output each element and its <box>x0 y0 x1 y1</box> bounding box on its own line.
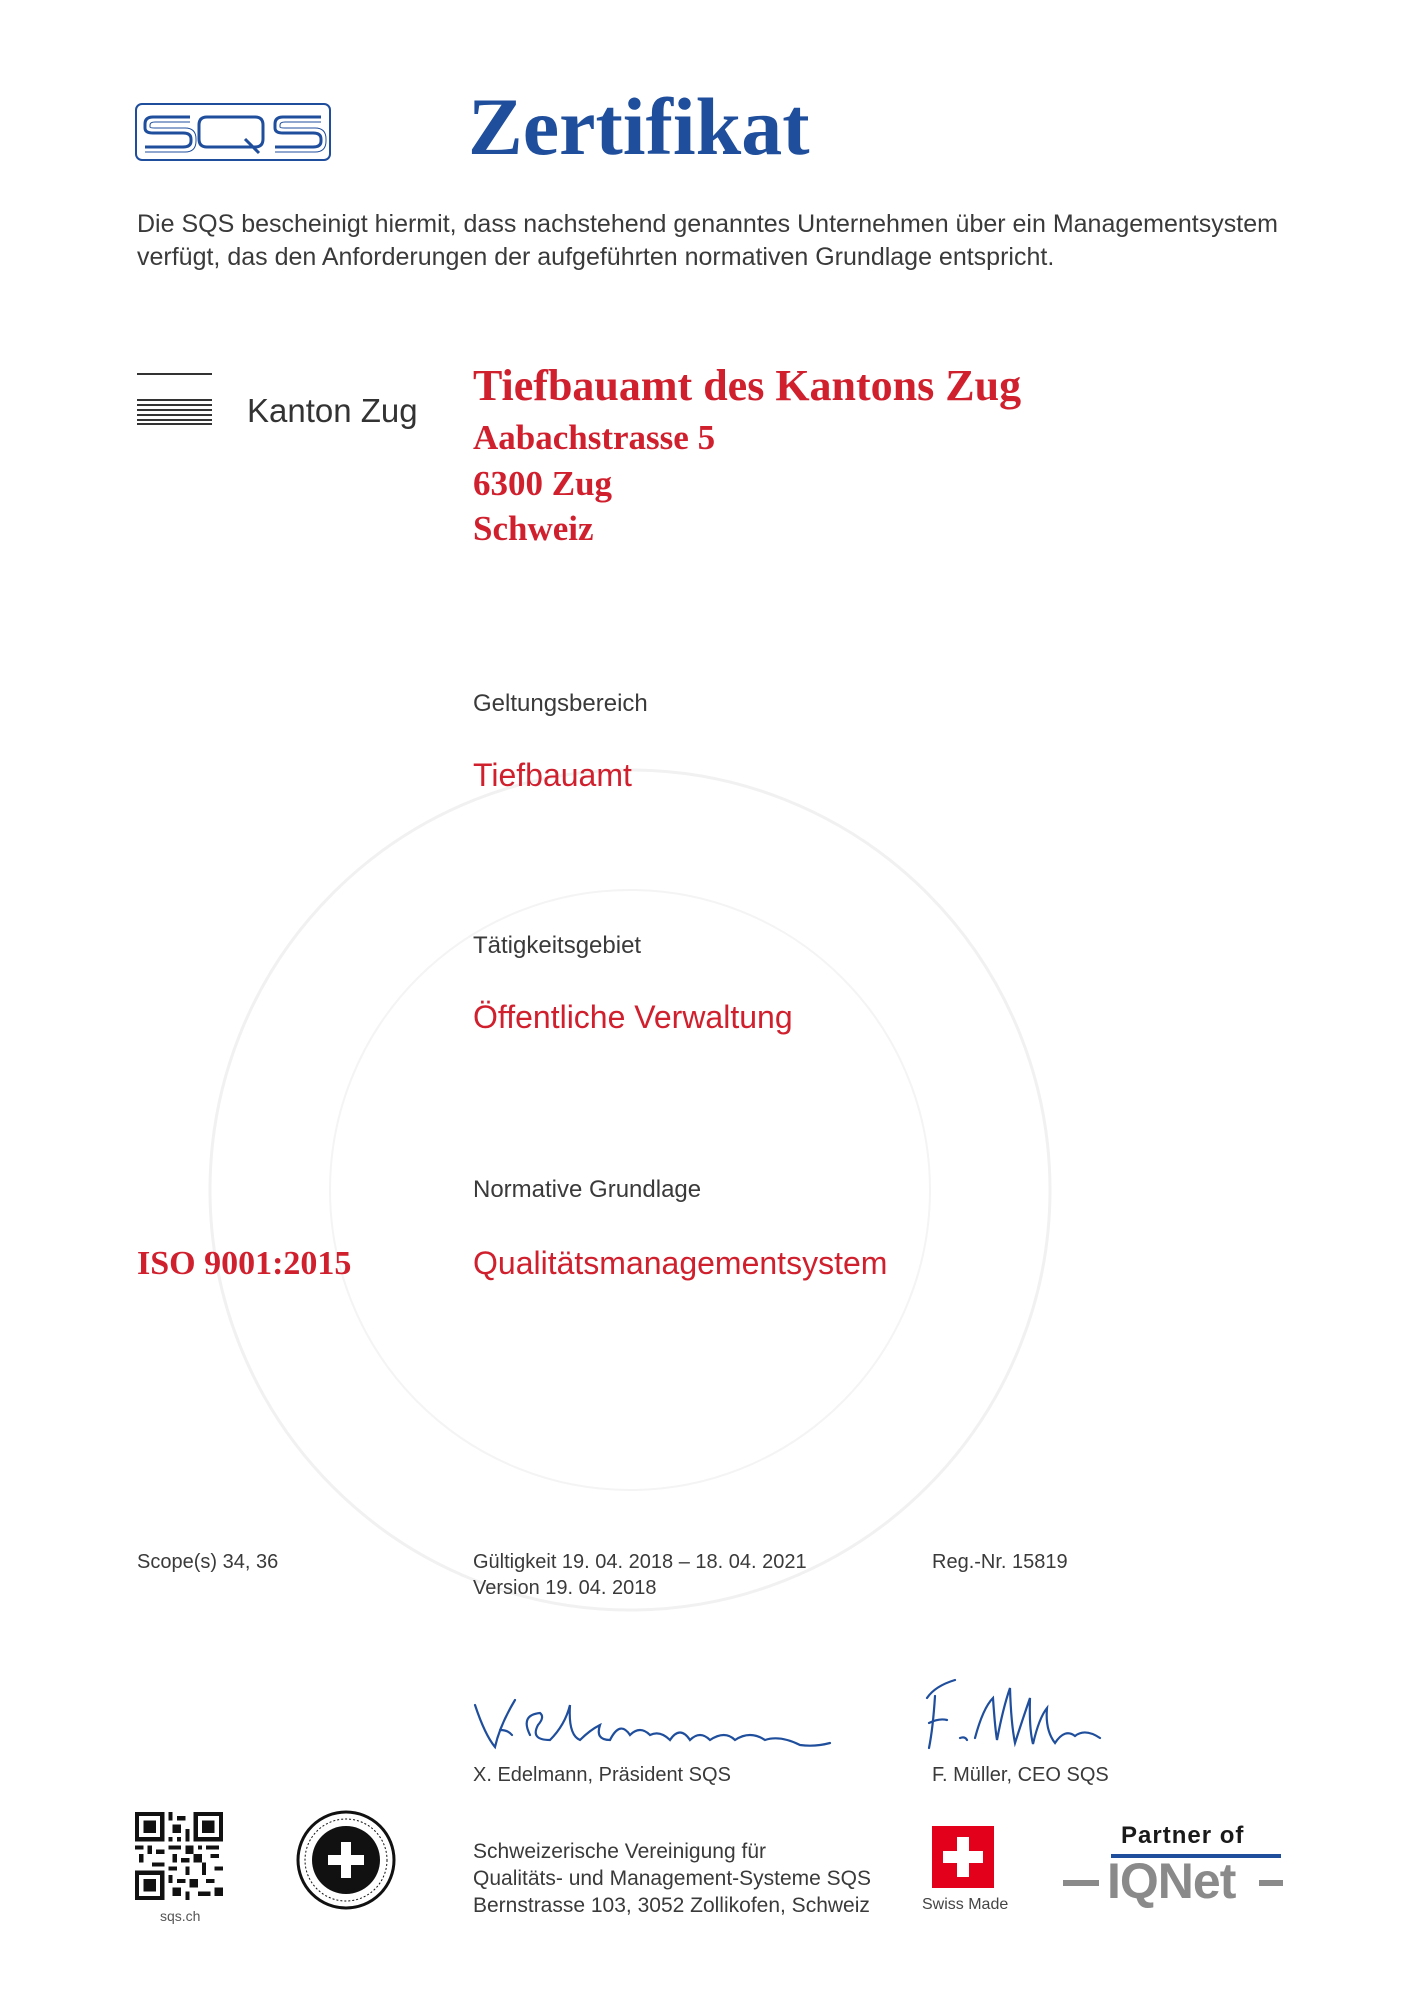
scope-value: Tiefbauamt <box>473 757 632 793</box>
kanton-zug-label: Kanton Zug <box>247 392 418 429</box>
company-country: Schweiz <box>473 509 594 548</box>
activity-value: Öffentliche Verwaltung <box>473 999 793 1035</box>
company-city: 6300 Zug <box>473 464 613 503</box>
org-line-2: Qualitäts- und Management-Systeme SQS <box>473 1867 872 1890</box>
org-line-1: Schweizerische Vereinigung für <box>473 1840 766 1863</box>
norm-value: Qualitätsmanagementsystem <box>473 1245 888 1281</box>
signer-mueller: F. Müller, CEO SQS <box>932 1764 1109 1786</box>
norm-label: Normative Grundlage <box>473 1176 702 1203</box>
intro-text: Die SQS bescheinigt hiermit, dass nachstehend genanntes Unternehmen über ein Managementsystem verfügt, das den Anforderungen der aufgeführten normativen Grundlage entspricht. <box>137 210 1278 271</box>
iqnet-partner-text: Partner of <box>1121 1822 1245 1849</box>
certificate-title: Zertifikat <box>468 81 810 172</box>
qr-label: sqs.ch <box>160 1908 201 1924</box>
sqs-logo <box>135 103 331 161</box>
norm-code: ISO 9001:2015 <box>137 1245 352 1282</box>
qr-code-icon <box>135 1812 223 1900</box>
kanton-zug-emblem <box>137 373 212 425</box>
scope-label: Geltungsbereich <box>473 690 648 717</box>
signature-mueller <box>915 1668 1115 1763</box>
iqnet-partner-logo <box>1063 1822 1283 1918</box>
scopes-text: Scope(s) 34, 36 <box>137 1551 279 1573</box>
registration-number: Reg.-Nr. 15819 <box>932 1551 1068 1573</box>
iqnet-name: IQNet <box>1107 1853 1236 1909</box>
version-text: Version 19. 04. 2018 <box>473 1577 657 1599</box>
swiss-accreditation-seal <box>296 1810 396 1910</box>
org-line-3: Bernstrasse 103, 3052 Zollikofen, Schweiz <box>473 1894 870 1917</box>
sqs-address-block <box>473 1838 871 1919</box>
swiss-flag-icon <box>932 1826 994 1888</box>
activity-label: Tätigkeitsgebiet <box>473 932 642 959</box>
signature-edelmann <box>470 1685 840 1760</box>
signer-edelmann: X. Edelmann, Präsident SQS <box>473 1764 731 1786</box>
validity-text: Gültigkeit 19. 04. 2018 – 18. 04. 2021 <box>473 1551 807 1573</box>
company-street: Aabachstrasse 5 <box>473 418 716 457</box>
company-name: Tiefbauamt des Kantons Zug <box>473 361 1022 410</box>
swiss-made-label: Swiss Made <box>922 1896 1009 1913</box>
